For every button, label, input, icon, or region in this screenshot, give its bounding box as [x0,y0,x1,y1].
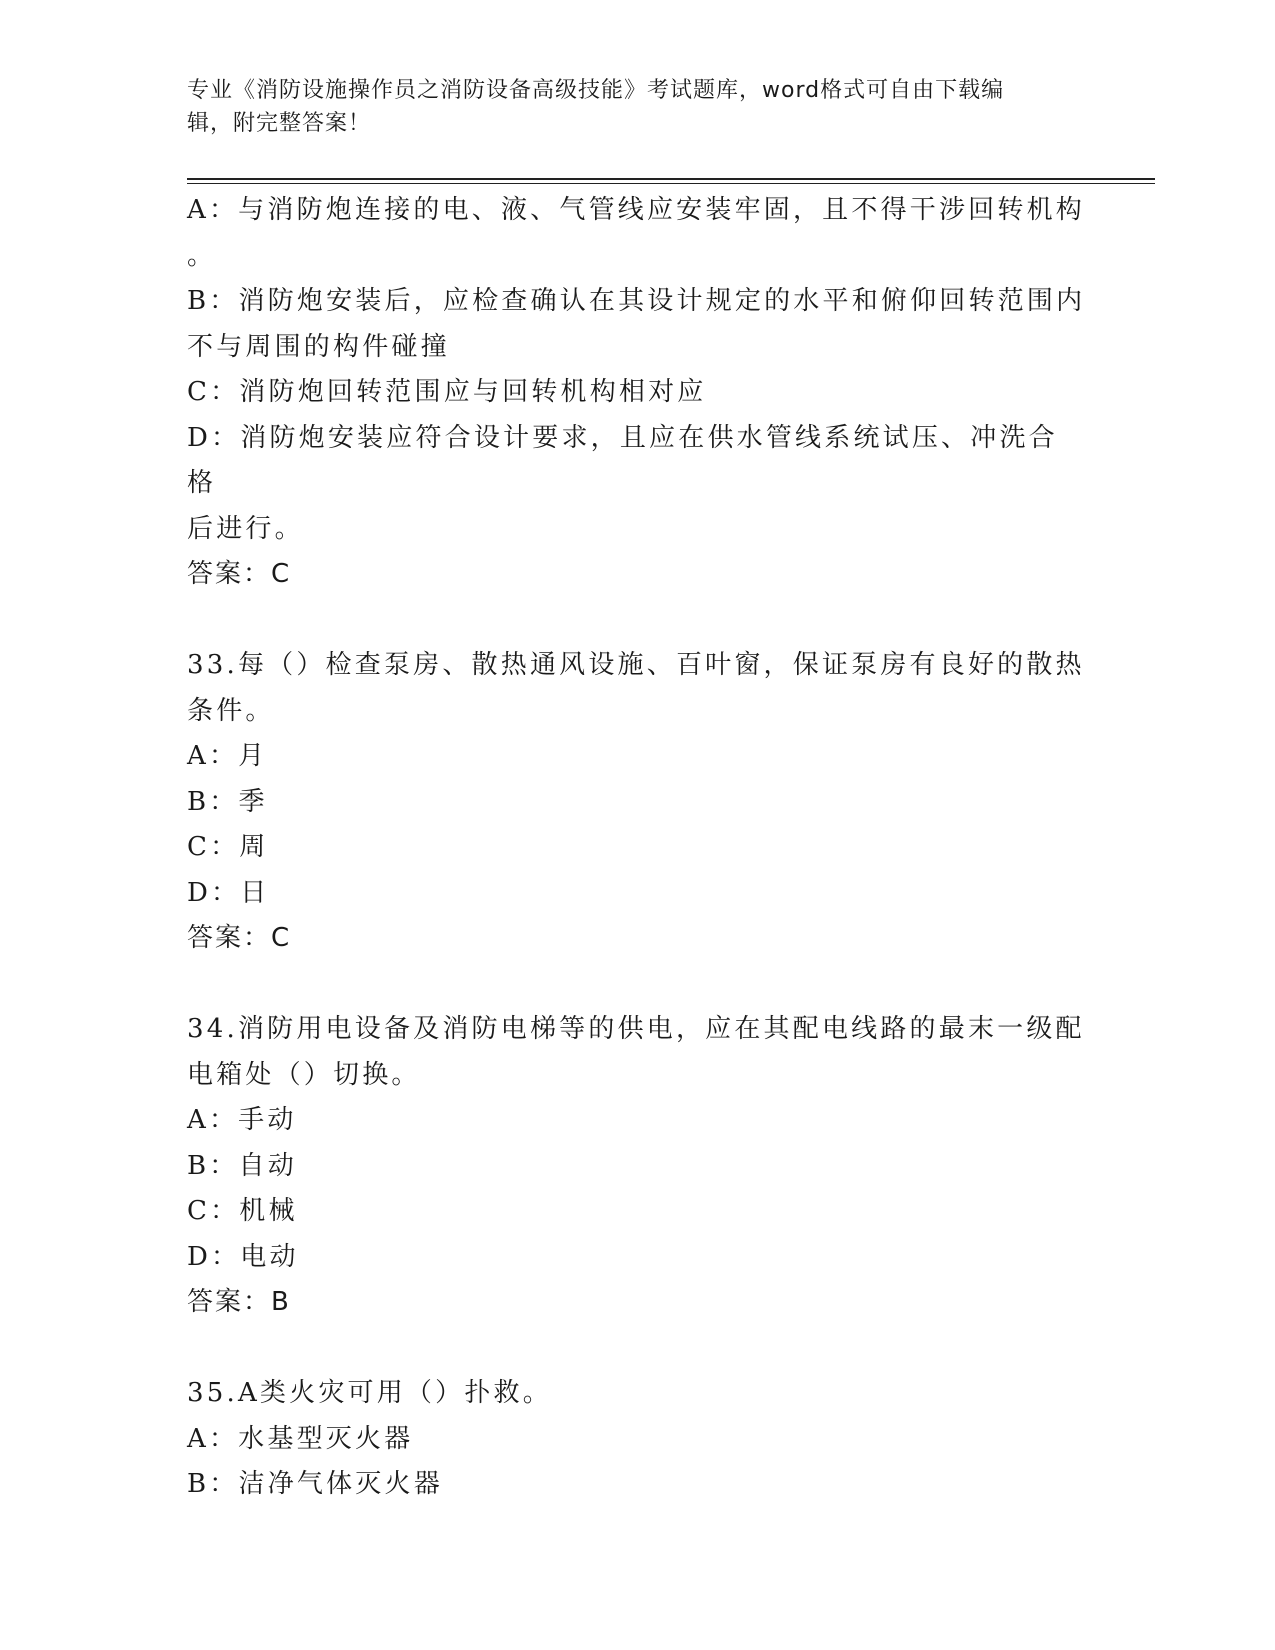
option-a: A：手动 [187,1105,297,1135]
option-a: A：水基型灭火器 [187,1423,414,1454]
option-d: D：日 [187,877,270,908]
spacer [187,598,1087,644]
answer: 答案：B [187,1287,291,1317]
option-b: B：自动 [187,1150,297,1181]
question-33 [187,643,1087,962]
option-b-line-2: 不与周围的构件碰撞 [187,331,450,362]
option-d: D：电动 [187,1241,299,1272]
header-line-2: 辑，附完整答案！ [187,111,372,136]
document-header [187,74,1067,140]
spacer [187,1326,1087,1372]
option-a-line-1: A：与消防炮连接的电、液、气管线应安装牢固，且不得干涉回转机构 [187,195,1085,225]
answer: 答案：C [187,923,292,953]
option-d-line-1: D：消防炮安装应符合设计要求，且应在供水管线系统试压、冲洗合格 [187,422,1058,498]
question-stem-line-2: 电箱处（）切换。 [187,1059,421,1090]
option-c: C：机械 [187,1196,298,1226]
option-b-line-1: B：消防炮安装后，应检查确认在其设计规定的水平和俯仰回转范围内 [187,286,1086,316]
spacer [187,962,1087,1008]
option-d-line-2: 后进行。 [187,513,304,544]
option-b: B：季 [187,786,268,817]
previous-question-options [187,188,1087,598]
header-divider-thin [187,183,1155,184]
question-34 [187,1007,1087,1326]
question-stem-line-2: 条件。 [187,695,275,726]
question-stem-line-1: 34.消防用电设备及消防电梯等的供电，应在其配电线路的最末一级配 [187,1014,1085,1044]
option-c: C：消防炮回转范围应与回转机构相对应 [187,377,707,407]
option-a-line-2: 。 [187,240,217,271]
question-stem-line-1: 33.每（）检查泵房、散热通风设施、百叶窗，保证泵房有良好的散热 [187,650,1085,680]
option-a: A：月 [187,741,268,771]
option-c: C：周 [187,832,269,862]
question-stem: 35.A类火灾可用（）扑救。 [187,1378,552,1408]
question-35 [187,1371,1087,1508]
answer: 答案：C [187,559,292,589]
header-divider-thick [187,178,1155,180]
option-b: B：洁净气体灭火器 [187,1469,443,1499]
document-body [187,188,1087,1508]
header-line-1: 专业《消防设施操作员之消防设备高级技能》考试题库，word格式可自由下载编 [187,78,1005,103]
